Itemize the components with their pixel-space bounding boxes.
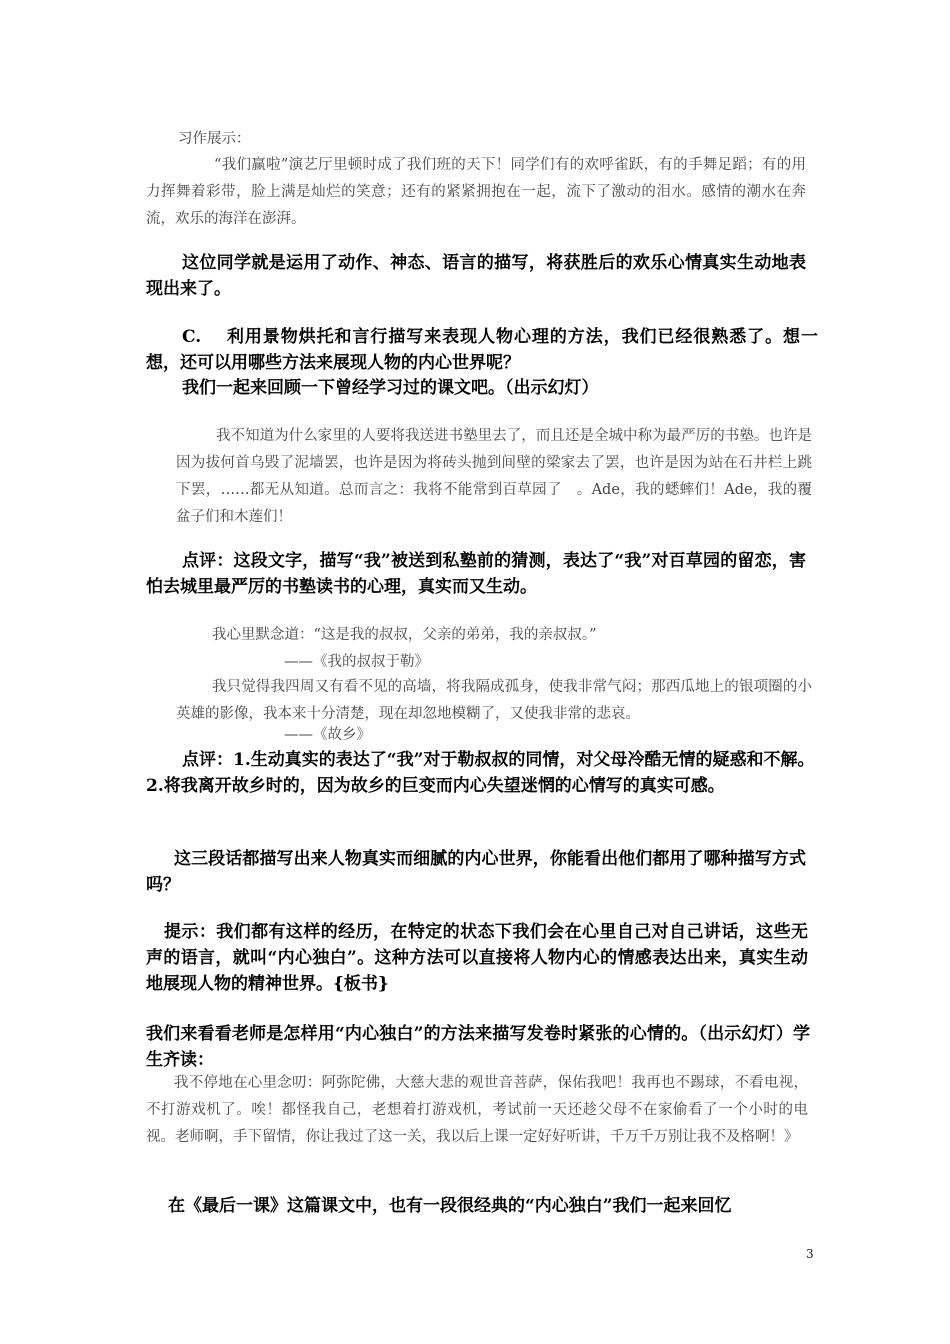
review-intro: 我们一起来回顾一下曾经学习过的课文吧。（出示幻灯） (182, 378, 599, 398)
source-hometown: ——《故乡》 (284, 727, 371, 743)
teacher-example-quote: 我不停地在心里念叨：阿弥陀佛，大慈大悲的观世音菩萨，保佑我吧！我再也不踢球，不看电视，不打游戏机了。唉！都怪我自己，老想着打游戏机，考试前一天还趁父母不在家偷看了一个小时的电视。老师啊，手下留情，你让我过了这一关，我以后上课一定好好听讲，千万千万别让我不及格啊！》 (146, 1075, 808, 1145)
quote-hometown: 我只觉得我四周又有看不见的高墙，将我隔成孤身，使我非常气闷；那西瓜地上的银项圈的小英雄的影像，我本来十分清楚，现在却忽地模糊了，又使我非常的悲哀。 (176, 679, 812, 722)
comment-action-description: 这位同学就是运用了动作、神态、语言的描写，将获胜后的欢乐心情真实生动地表现出来了。 (146, 253, 806, 299)
essay-label: 习作展示： (178, 131, 251, 147)
page-number: 3 (806, 1247, 814, 1261)
question-description-method: 这三段话都描写出来人物真实而细腻的内心世界，你能看出他们都用了哪种描写方式吗？ (146, 849, 806, 895)
essay-body: “我们赢啦”演艺厅里顿时成了我们班的天下！同学们有的欢呼雀跃，有的手舞足蹈；有的用力挥舞着彩带，脸上满是灿烂的笑意；还有的紧紧拥抱在一起，流下了激动的泪水。感情的潮水在奔流，欢乐的海洋在澎湃。 (146, 157, 806, 227)
last-lesson-intro: 在《最后一课》这篇课文中，也有一段很经典的“内心独白”我们一起来回忆 (168, 1196, 732, 1216)
section-c-question: C. 利用景物烘托和言行描写来表现人物心理的方法，我们已经很熟悉了。想一想，还可以用哪些方法来展现人物的内心世界呢？ (146, 327, 818, 373)
quote-baicaoyuan: 我不知道为什么家里的人要将我送进书塾里去了，而且还是全城中称为最严厉的书塾。也许是因为拔何首乌毁了泥墙罢，也许是因为将砖头抛到间壁的梁家去了罢，也许是因为站在石井栏上跳下罢，……都无从知道。总而言之：我将不能常到百草园了 。Ade，我的蟋蟀们！Ade，我的覆盆子们和木莲们！ (176, 428, 812, 525)
hint-inner-monologue: 提示：我们都有这样的经历，在特定的状态下我们会在心里自己对自己讲话，这些无声的语言，就叫“内心独白”。这种方法可以直接将人物内心的情感表达出来，真实生动地展现人物的精神世界。{板书} (146, 922, 808, 994)
comment-uncle-hometown: 点评：1.生动真实的表达了“我”对于勒叔叔的同情，对父母冷酷无情的疑惑和不解。 2.将我离开故乡时的，因为故乡的巨变而内心失望迷惘的心情写的真实可感。 (146, 750, 823, 796)
source-uncle: ——《我的叔叔于勒》 (284, 654, 429, 670)
comment-baicaoyuan: 点评：这段文字，描写“我”被送到私塾前的猜测，表达了“我”对百草园的留恋，害怕去城里最严厉的书塾读书的心理，真实而又生动。 (146, 551, 806, 597)
quote-uncle: 我心里默念道：“这是我的叔叔，父亲的弟弟，我的亲叔叔。” (212, 627, 597, 643)
teacher-example-intro: 我们来看看老师是怎样用“内心独白”的方法来描写发卷时紧张的心情的。（出示幻灯）学生齐读： (146, 1024, 810, 1070)
